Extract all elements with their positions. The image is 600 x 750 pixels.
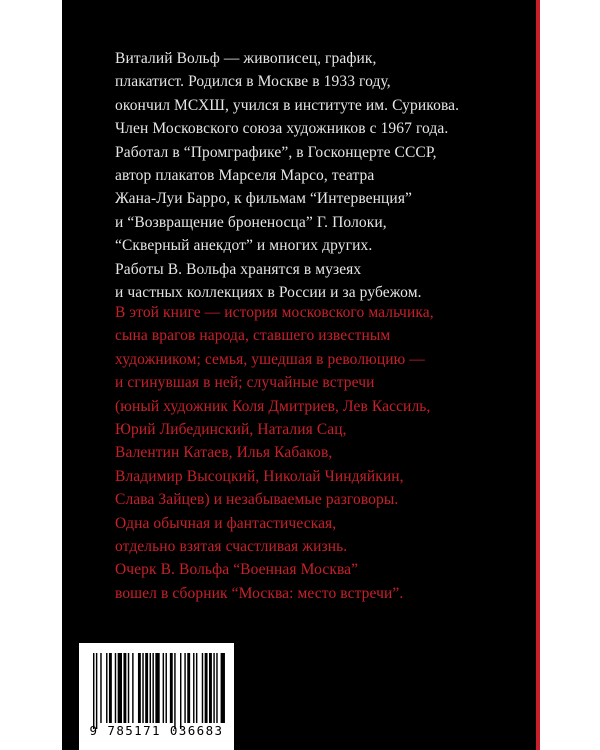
barcode-bar bbox=[138, 653, 141, 723]
barcode-bar bbox=[100, 653, 101, 723]
description-line: Валентин Катаев, Илья Кабаков, bbox=[115, 444, 333, 462]
red-spine-edge bbox=[536, 0, 540, 750]
barcode-bar bbox=[106, 653, 107, 723]
bio-line: Жана-Луи Барро, к фильмам “Интервенция” bbox=[115, 190, 413, 208]
barcode-bar bbox=[163, 653, 164, 723]
bio-line: и “Возвращение броненосца” Г. Полоки, bbox=[115, 213, 387, 231]
bio-line: и частных коллекциях в России и за рубежом. bbox=[115, 284, 422, 302]
barcode-bar bbox=[184, 653, 185, 723]
barcode-bar bbox=[128, 653, 129, 723]
bio-line: Работал в “Промграфике”, в Госконцерте СССР, bbox=[115, 143, 437, 161]
barcode-bar bbox=[196, 653, 197, 723]
barcode-bar bbox=[209, 653, 212, 723]
description-line: Одна обычная и фантастическая, bbox=[115, 514, 337, 532]
description-line: Владимир Высоцкий, Николай Чиндяйкин, bbox=[115, 467, 404, 485]
bio-line: Работы В. Вольфа хранятся в музеях bbox=[115, 260, 362, 278]
barcode-bar bbox=[152, 653, 153, 723]
barcode-bar bbox=[202, 653, 203, 723]
description-line: сына врагов народа, ставшего известным bbox=[115, 327, 391, 345]
bio-line: Виталий Вольф — живописец, график, bbox=[115, 50, 377, 67]
barcode-bar bbox=[180, 653, 181, 729]
barcode-bar bbox=[216, 653, 217, 723]
description-line: вошел в сборник “Москва: место встречи”. bbox=[115, 584, 404, 602]
bio-line: окончил МСХШ, учился в институте им. Сурикова. bbox=[115, 96, 460, 114]
bio-line: автор плакатов Марселя Марсо, театра bbox=[115, 167, 375, 185]
barcode-bar bbox=[123, 653, 126, 723]
barcode-bar bbox=[109, 653, 112, 723]
description-line: (юный художник Коля Дмитриев, Лев Кассиль, bbox=[115, 397, 431, 415]
book-description bbox=[115, 301, 525, 605]
isbn-number: 9 785171 036683 bbox=[89, 723, 224, 738]
barcode-bar bbox=[213, 653, 214, 723]
barcode-bar bbox=[132, 653, 133, 723]
description-line: В этой книге — история московского мальчика, bbox=[115, 304, 434, 321]
description-line: художником; семья, ушедшая в революцию — bbox=[115, 350, 425, 368]
barcode-bar bbox=[166, 653, 167, 723]
barcode-bar bbox=[174, 653, 175, 729]
barcode-bar bbox=[170, 653, 173, 723]
bio-line: плакатист. Родился в Москве в 1933 году, bbox=[115, 73, 391, 91]
barcode-bar bbox=[118, 653, 122, 723]
bio-line: “Скверный анекдот” и многих других. bbox=[115, 237, 373, 255]
description-line: отдельно взятая счастливая жизнь. bbox=[115, 538, 348, 556]
barcode-bar bbox=[187, 653, 190, 723]
barcode-bar bbox=[150, 653, 151, 723]
description-line: Слава Зайцев) и незабываемые разговоры. bbox=[115, 491, 399, 509]
barcode-bar bbox=[193, 653, 194, 723]
barcode-bar bbox=[96, 653, 97, 729]
barcode-bar bbox=[142, 653, 143, 723]
description-line: Юрий Либединский, Наталия Сац, bbox=[115, 421, 347, 439]
description-line: Очерк В. Вольфа “Военная Москва” bbox=[115, 561, 359, 579]
barcode-bar bbox=[93, 653, 94, 729]
bio-line: Член Московского союза художников с 1967 года. bbox=[115, 120, 449, 138]
barcode-bar bbox=[115, 653, 116, 723]
description-line: и сгинувшая в ней; случайные встречи bbox=[115, 374, 375, 392]
barcode-bar bbox=[205, 653, 208, 723]
barcode-bar bbox=[221, 653, 225, 723]
barcode-bar bbox=[155, 653, 159, 723]
barcode-bar bbox=[145, 653, 148, 723]
author-bio bbox=[115, 47, 525, 304]
